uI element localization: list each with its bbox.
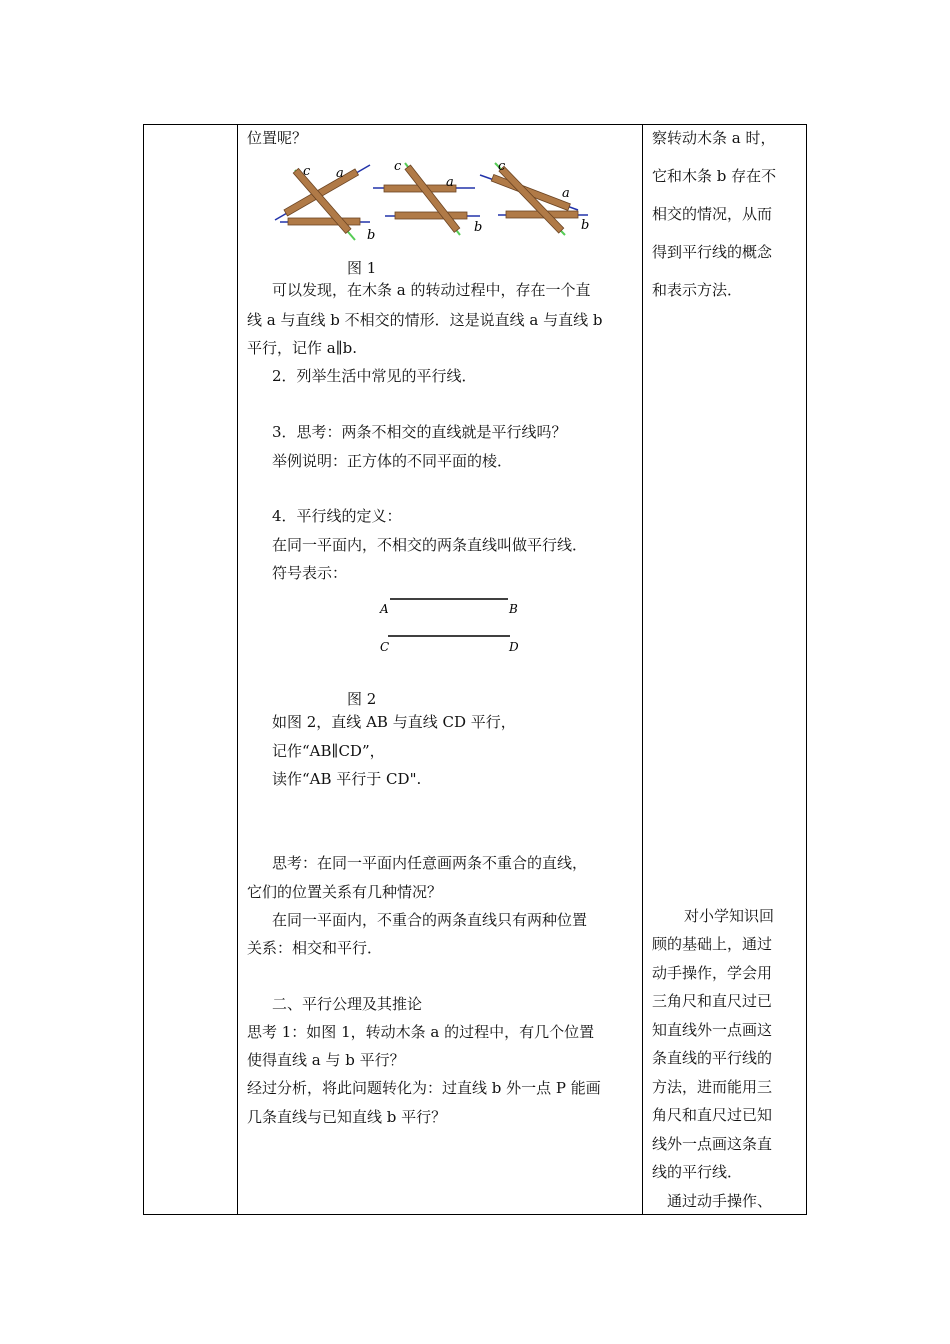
fig2-label-A: A bbox=[380, 602, 389, 616]
figure-2-parallel-lines bbox=[370, 588, 530, 660]
note-line: 知直线外一点画这 bbox=[652, 1021, 773, 1039]
fig2-label-C: C bbox=[380, 640, 390, 654]
text-line: 几条直线与已知直线 b 平行？ bbox=[247, 1108, 447, 1126]
figure-2-caption: 图 2 bbox=[347, 690, 377, 708]
text-line: 思考：在同一平面内任意画两条不重合的直线， bbox=[272, 854, 588, 872]
fig1-label-a: a bbox=[446, 175, 454, 190]
note-line: 对小学知识回 bbox=[684, 907, 775, 925]
text-line: 可以发现，在木条 a 的转动过程中，存在一个直 bbox=[272, 281, 591, 299]
note-line: 察转动木条 a 时， bbox=[652, 129, 776, 147]
note-line: 和表示方法． bbox=[652, 281, 743, 299]
note-line: 得到平行线的概念 bbox=[652, 243, 773, 261]
note-line: 线外一点画这条直 bbox=[652, 1135, 773, 1153]
note-line: 方法，进而能用三 bbox=[652, 1078, 773, 1096]
text-line: 它们的位置关系有几种情况？ bbox=[247, 883, 443, 901]
figure-1-sticks bbox=[270, 155, 600, 250]
note-line: 顾的基础上，通过 bbox=[652, 935, 773, 953]
column-divider-2 bbox=[642, 125, 643, 1214]
fig1-label-a: a bbox=[336, 166, 344, 181]
text-line: 在同一平面内，不相交的两条直线叫做平行线． bbox=[272, 536, 588, 554]
section-heading: 二、平行公理及其推论 bbox=[272, 995, 423, 1013]
fig1-label-a: a bbox=[562, 186, 570, 201]
note-line: 条直线的平行线的 bbox=[652, 1049, 773, 1067]
fig2-label-B: B bbox=[509, 602, 518, 616]
text-line: 符号表示： bbox=[272, 564, 348, 582]
text-line: 如图 2，直线 AB 与直线 CD 平行， bbox=[272, 713, 516, 731]
note-line: 相交的情况，从而 bbox=[652, 205, 773, 223]
figure-1-caption: 图 1 bbox=[347, 259, 377, 277]
note-line: 通过动手操作、 bbox=[667, 1192, 773, 1210]
note-line: 线的平行线． bbox=[652, 1163, 743, 1181]
text-line: 思考 1：如图 1，转动木条 a 的过程中，有几个位置 bbox=[247, 1023, 595, 1041]
fig1-label-b: b bbox=[581, 218, 590, 233]
text-line: 读作“AB 平行于 CD". bbox=[272, 770, 422, 788]
text-line: 在同一平面内，不重合的两条直线只有两种位置 bbox=[272, 911, 588, 929]
fig2-label-D: D bbox=[509, 640, 519, 654]
text-line: 平行，记作 a∥b. bbox=[247, 339, 358, 357]
text-line: 3．思考：两条不相交的直线就是平行线吗？ bbox=[272, 423, 567, 441]
note-line: 角尺和直尺过已知 bbox=[652, 1106, 773, 1124]
text-line: 经过分析，将此问题转化为：过直线 b 外一点 P 能画 bbox=[247, 1079, 601, 1097]
fig1-label-c: c bbox=[394, 159, 402, 174]
column-divider-1 bbox=[237, 125, 238, 1214]
text-line: 线 a 与直线 b 不相交的情形．这是说直线 a 与直线 b bbox=[247, 311, 603, 329]
fig1-label-c: c bbox=[498, 159, 506, 174]
text-line: 使得直线 a 与 b 平行？ bbox=[247, 1051, 405, 1069]
fig1-label-b: b bbox=[474, 220, 483, 235]
text-line: 关系：相交和平行． bbox=[247, 939, 383, 957]
text-line: 2．列举生活中常见的平行线． bbox=[272, 367, 477, 385]
fig1-label-b: b bbox=[367, 228, 376, 243]
note-line: 动手操作，学会用 bbox=[652, 964, 773, 982]
text-line: 记作“AB∥CD”， bbox=[272, 742, 385, 760]
fig1-label-c: c bbox=[303, 164, 311, 179]
text-line: 举例说明：正方体的不同平面的棱． bbox=[272, 452, 513, 470]
text-line: 4．平行线的定义： bbox=[272, 507, 402, 525]
note-line: 它和木条 b 存在不 bbox=[652, 167, 777, 185]
text-line: 位置呢？ bbox=[247, 129, 308, 147]
note-line: 三角尺和直尺过已 bbox=[652, 992, 773, 1010]
